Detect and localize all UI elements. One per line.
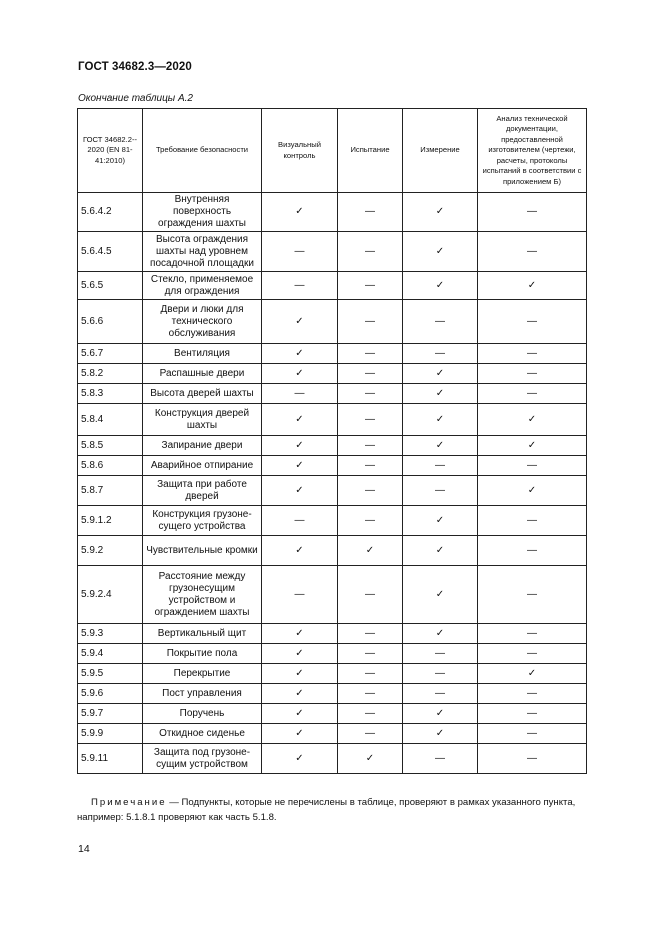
cell-requirement: Защита под грузоне-сущим устройством: [143, 744, 262, 774]
cell-clause-number: 5.8.6: [78, 456, 143, 476]
cell-documentation-analysis: ✓: [478, 404, 587, 436]
cell-measurement: ✓: [403, 404, 478, 436]
cell-measurement: —: [403, 684, 478, 704]
cell-visual-control: —: [262, 506, 338, 536]
cell-test: —: [338, 624, 403, 644]
cell-clause-number: 5.9.4: [78, 644, 143, 664]
cell-clause-number: 5.9.2: [78, 536, 143, 566]
cell-visual-control: ✓: [262, 404, 338, 436]
cell-requirement: Высота ограждения шахты над уровнем посадочной площадки: [143, 232, 262, 272]
table-row: [78, 300, 587, 344]
cell-test: —: [338, 566, 403, 624]
column-header-standard: ГОСТ 34682.2-- 2020 (EN 81-41:2010): [78, 109, 143, 193]
cell-requirement: Расстояние между грузонесущим устройством и ограждением шахты: [143, 566, 262, 624]
table-row: [78, 506, 587, 536]
cell-test: —: [338, 384, 403, 404]
cell-clause-number: 5.9.7: [78, 704, 143, 724]
cell-requirement: Защита при работе дверей: [143, 476, 262, 506]
page-number: 14: [78, 843, 90, 855]
cell-requirement: Внутренняя поверхность ограждения шахты: [143, 193, 262, 232]
column-header-test: Испытание: [338, 109, 403, 193]
cell-visual-control: —: [262, 384, 338, 404]
table-caption: Окончание таблицы А.2: [78, 93, 193, 104]
cell-requirement: Пост управления: [143, 684, 262, 704]
cell-documentation-analysis: —: [478, 684, 587, 704]
cell-measurement: ✓: [403, 566, 478, 624]
cell-measurement: ✓: [403, 704, 478, 724]
cell-test: —: [338, 476, 403, 506]
table-row: [78, 566, 587, 624]
cell-visual-control: —: [262, 566, 338, 624]
cell-visual-control: ✓: [262, 704, 338, 724]
cell-measurement: ✓: [403, 436, 478, 456]
cell-requirement: Вентиляция: [143, 344, 262, 364]
cell-visual-control: ✓: [262, 476, 338, 506]
cell-test: —: [338, 724, 403, 744]
cell-test: —: [338, 644, 403, 664]
cell-measurement: —: [403, 664, 478, 684]
cell-clause-number: 5.9.11: [78, 744, 143, 774]
cell-test: —: [338, 684, 403, 704]
cell-visual-control: ✓: [262, 664, 338, 684]
cell-documentation-analysis: —: [478, 384, 587, 404]
cell-requirement: Конструкция грузоне-сущего устройства: [143, 506, 262, 536]
cell-test: ✓: [338, 744, 403, 774]
table-row: [78, 664, 587, 684]
cell-test: —: [338, 456, 403, 476]
column-header-analysis: Анализ технической документации, предоставленной изготовителем (чертежи, расчеты, протоколы испытаний в соответствии с приложением Б): [478, 109, 587, 193]
column-header-visual: Визуальный контроль: [262, 109, 338, 193]
note-text: — Подпункты, которые не перечислены в таблице, проверяют в рамках указанного пункта, например: 5.1.8.1 проверяют как часть 5.1.8.: [77, 797, 576, 823]
table-row: [78, 344, 587, 364]
cell-measurement: —: [403, 344, 478, 364]
document-title: ГОСТ 34682.3—2020: [78, 61, 192, 73]
cell-requirement: Вертикальный щит: [143, 624, 262, 644]
table-header-row: [78, 109, 587, 193]
cell-requirement: Запирание двери: [143, 436, 262, 456]
cell-test: —: [338, 364, 403, 384]
table-row: [78, 624, 587, 644]
cell-clause-number: 5.9.2.4: [78, 566, 143, 624]
note-label: Примечание: [91, 797, 167, 808]
cell-test: —: [338, 704, 403, 724]
cell-documentation-analysis: —: [478, 364, 587, 384]
cell-visual-control: ✓: [262, 364, 338, 384]
cell-visual-control: ✓: [262, 744, 338, 774]
cell-visual-control: —: [262, 272, 338, 300]
cell-clause-number: 5.9.3: [78, 624, 143, 644]
cell-visual-control: ✓: [262, 644, 338, 664]
cell-documentation-analysis: —: [478, 506, 587, 536]
cell-clause-number: 5.6.7: [78, 344, 143, 364]
table-row: [78, 193, 587, 232]
cell-documentation-analysis: —: [478, 724, 587, 744]
table-body: [78, 193, 587, 774]
cell-visual-control: ✓: [262, 300, 338, 344]
cell-documentation-analysis: —: [478, 624, 587, 644]
cell-documentation-analysis: ✓: [478, 664, 587, 684]
cell-measurement: —: [403, 300, 478, 344]
cell-requirement: Перекрытие: [143, 664, 262, 684]
cell-clause-number: 5.9.9: [78, 724, 143, 744]
cell-clause-number: 5.8.7: [78, 476, 143, 506]
cell-measurement: ✓: [403, 232, 478, 272]
cell-clause-number: 5.9.6: [78, 684, 143, 704]
cell-measurement: ✓: [403, 193, 478, 232]
cell-measurement: ✓: [403, 384, 478, 404]
cell-requirement: Откидное сиденье: [143, 724, 262, 744]
cell-test: —: [338, 272, 403, 300]
cell-clause-number: 5.9.1.2: [78, 506, 143, 536]
cell-visual-control: ✓: [262, 456, 338, 476]
table-row: [78, 404, 587, 436]
cell-documentation-analysis: —: [478, 193, 587, 232]
cell-requirement: Конструкция дверей шахты: [143, 404, 262, 436]
cell-test: —: [338, 300, 403, 344]
cell-documentation-analysis: —: [478, 566, 587, 624]
cell-visual-control: ✓: [262, 436, 338, 456]
cell-test: —: [338, 193, 403, 232]
cell-measurement: —: [403, 744, 478, 774]
table-row: [78, 684, 587, 704]
cell-visual-control: ✓: [262, 344, 338, 364]
cell-visual-control: ✓: [262, 624, 338, 644]
column-header-requirement: Требование безопасности: [143, 109, 262, 193]
cell-test: ✓: [338, 536, 403, 566]
cell-measurement: —: [403, 476, 478, 506]
cell-measurement: —: [403, 644, 478, 664]
table-row: [78, 272, 587, 300]
table-row: [78, 456, 587, 476]
cell-documentation-analysis: ✓: [478, 476, 587, 506]
cell-documentation-analysis: —: [478, 344, 587, 364]
cell-clause-number: 5.6.4.2: [78, 193, 143, 232]
table-row: [78, 232, 587, 272]
cell-visual-control: ✓: [262, 684, 338, 704]
cell-measurement: ✓: [403, 624, 478, 644]
cell-measurement: —: [403, 456, 478, 476]
cell-clause-number: 5.8.3: [78, 384, 143, 404]
cell-documentation-analysis: —: [478, 704, 587, 724]
cell-measurement: ✓: [403, 724, 478, 744]
cell-requirement: Поручень: [143, 704, 262, 724]
cell-measurement: ✓: [403, 364, 478, 384]
cell-requirement: Покрытие пола: [143, 644, 262, 664]
cell-visual-control: ✓: [262, 193, 338, 232]
cell-clause-number: 5.8.4: [78, 404, 143, 436]
cell-requirement: Высота дверей шахты: [143, 384, 262, 404]
cell-requirement: Распашные двери: [143, 364, 262, 384]
cell-clause-number: 5.6.4.5: [78, 232, 143, 272]
cell-test: —: [338, 344, 403, 364]
cell-requirement: Двери и люки для технического обслуживания: [143, 300, 262, 344]
cell-requirement: Стекло, применяемое для ограждения: [143, 272, 262, 300]
table-row: [78, 364, 587, 384]
cell-clause-number: 5.8.2: [78, 364, 143, 384]
cell-clause-number: 5.8.5: [78, 436, 143, 456]
cell-requirement: Чувствительные кромки: [143, 536, 262, 566]
cell-test: —: [338, 506, 403, 536]
table-row: [78, 476, 587, 506]
cell-documentation-analysis: —: [478, 300, 587, 344]
cell-visual-control: —: [262, 232, 338, 272]
cell-measurement: ✓: [403, 506, 478, 536]
cell-clause-number: 5.6.6: [78, 300, 143, 344]
cell-test: —: [338, 436, 403, 456]
table-note: [77, 796, 587, 825]
cell-documentation-analysis: —: [478, 744, 587, 774]
table-row: [78, 704, 587, 724]
column-header-measurement: Измерение: [403, 109, 478, 193]
cell-documentation-analysis: —: [478, 456, 587, 476]
cell-documentation-analysis: —: [478, 536, 587, 566]
table-row: [78, 644, 587, 664]
table-row: [78, 536, 587, 566]
cell-test: —: [338, 232, 403, 272]
cell-clause-number: 5.6.5: [78, 272, 143, 300]
cell-documentation-analysis: ✓: [478, 436, 587, 456]
cell-documentation-analysis: —: [478, 644, 587, 664]
cell-clause-number: 5.9.5: [78, 664, 143, 684]
cell-visual-control: ✓: [262, 724, 338, 744]
table-row: [78, 436, 587, 456]
cell-measurement: ✓: [403, 272, 478, 300]
table-row: [78, 384, 587, 404]
cell-documentation-analysis: ✓: [478, 272, 587, 300]
cell-measurement: ✓: [403, 536, 478, 566]
table-row: [78, 744, 587, 774]
cell-requirement: Аварийное отпирание: [143, 456, 262, 476]
cell-test: —: [338, 664, 403, 684]
requirements-table: [77, 108, 587, 774]
cell-test: —: [338, 404, 403, 436]
cell-visual-control: ✓: [262, 536, 338, 566]
table-row: [78, 724, 587, 744]
cell-documentation-analysis: —: [478, 232, 587, 272]
